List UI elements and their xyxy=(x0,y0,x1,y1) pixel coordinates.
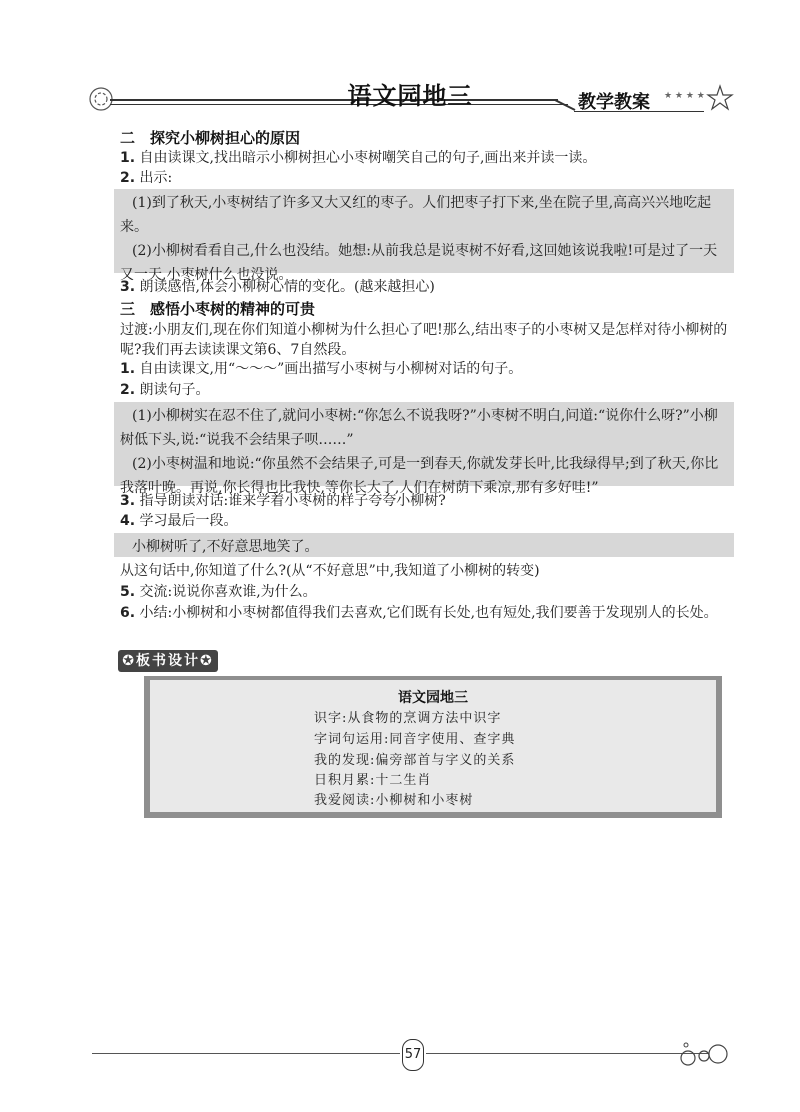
section-2-item-1 xyxy=(120,148,734,168)
quote-box-3 xyxy=(114,533,734,557)
section-2-heading: 二 探究小柳树担心的原因 xyxy=(120,129,301,147)
board-design-badge xyxy=(118,650,218,672)
board-line: 我的发现:偏旁部首与字义的关系 xyxy=(314,753,516,768)
section-2-item-3 xyxy=(120,277,734,297)
quote-box-1 xyxy=(114,189,734,283)
item-number: 1. xyxy=(120,150,136,166)
item-text: 指导朗读对话:谁来学着小枣树的样子夸夸小柳树? xyxy=(139,493,446,509)
section-3-item-6 xyxy=(120,603,734,623)
footer-rule-right xyxy=(426,1053,708,1054)
board-line: 日积月累:十二生肖 xyxy=(314,773,432,788)
quote-paragraph: (1)小柳树实在忍不住了,就问小枣树:“你怎么不说我呀?”小枣树不明白,问道:“说你什么呀?”小柳树低下头,说:“说我不会结果子呗……” xyxy=(120,408,718,448)
item-number: 1. xyxy=(120,361,136,377)
quote-box-2 xyxy=(114,402,734,496)
page-subtitle: 教学教案 xyxy=(578,92,650,113)
section-3-heading: 三 感悟小枣树的精神的可贵 xyxy=(120,300,316,318)
item-number: 2. xyxy=(120,170,136,186)
item-number: 4. xyxy=(120,513,136,529)
board-line: 我爱阅读:小柳树和小枣树 xyxy=(314,793,474,808)
section-3-followup: 从这句话中,你知道了什么?(从“不好意思”中,我知道了小柳树的转变) xyxy=(120,563,540,579)
star-icon: ✪ xyxy=(122,653,136,669)
header-stars-icon xyxy=(664,82,734,118)
board-line: 字词句运用:同音字使用、查字典 xyxy=(314,732,516,747)
page-number: 57 xyxy=(402,1039,424,1071)
section-3-item-5 xyxy=(120,582,734,602)
item-text: 小结:小柳树和小枣树都值得我们去喜欢,它们既有长处,也有短处,我们要善于发现别人的长处。 xyxy=(139,605,718,621)
item-number: 6. xyxy=(120,605,136,621)
item-text: 交流:说说你喜欢谁,为什么。 xyxy=(139,584,317,600)
quote-paragraph: (2)小柳树看看自己,什么也没结。她想:从前我总是说枣树不好看,这回她该说我啦!可是过了一天又一天,小枣树什么也没说。 xyxy=(120,243,718,283)
item-text: 朗读句子。 xyxy=(139,382,210,398)
header-left-swirl-icon xyxy=(88,86,114,116)
section-3-item-2 xyxy=(120,380,734,400)
item-number: 5. xyxy=(120,584,136,600)
item-text: 出示: xyxy=(139,170,173,186)
footer-bubbles-icon xyxy=(678,1040,730,1074)
item-number: 3. xyxy=(120,279,136,295)
section-3-item-3 xyxy=(120,491,734,511)
page-title: 语文园地三 xyxy=(347,82,473,110)
header-rule-slant xyxy=(555,96,579,115)
quote-paragraph: (1)到了秋天,小枣树结了许多又大又红的枣子。人们把枣子打下来,坐在院子里,高高兴兴地吃起来。 xyxy=(120,195,712,235)
item-number: 3. xyxy=(120,493,136,509)
board-title: 语文园地三 xyxy=(398,690,468,706)
section-3-item-1 xyxy=(120,359,734,379)
item-text: 自由读课文,找出暗示小柳树担心小枣树嘲笑自己的句子,画出来并读一读。 xyxy=(139,150,597,166)
star-icon: ✪ xyxy=(200,653,214,669)
quote-paragraph: 小柳树听了,不好意思地笑了。 xyxy=(132,539,319,555)
section-2-item-2 xyxy=(120,168,734,188)
section-3-intro: 过渡:小朋友们,现在你们知道小柳树为什么担心了吧!那么,结出枣子的小枣树又是怎样对待小柳树的呢?我们再去读读课文第6、7自然段。 xyxy=(120,322,728,358)
badge-label: 板书设计 xyxy=(136,653,200,669)
item-text: 学习最后一段。 xyxy=(139,513,238,529)
item-text: 朗读感悟,体会小柳树心情的变化。(越来越担心) xyxy=(139,279,435,295)
item-number: 2. xyxy=(120,382,136,398)
svg-text:★ ★ ★ ★: ★ ★ ★ ★ xyxy=(664,91,705,101)
board-line: 识字:从食物的烹调方法中识字 xyxy=(314,711,502,726)
item-text: 自由读课文,用“～～～”画出描写小枣树与小柳树对话的句子。 xyxy=(139,361,523,377)
quote-paragraph: (2)小枣树温和地说:“你虽然不会结果子,可是一到春天,你就发芽长叶,比我绿得早;到了秋天,你比我落叶晚。再说,你长得也比我快,等你长大了,人们在树荫下乘凉,那有多好哇!” xyxy=(120,456,719,496)
section-3-item-4 xyxy=(120,511,734,531)
footer-rule-left xyxy=(92,1053,400,1054)
